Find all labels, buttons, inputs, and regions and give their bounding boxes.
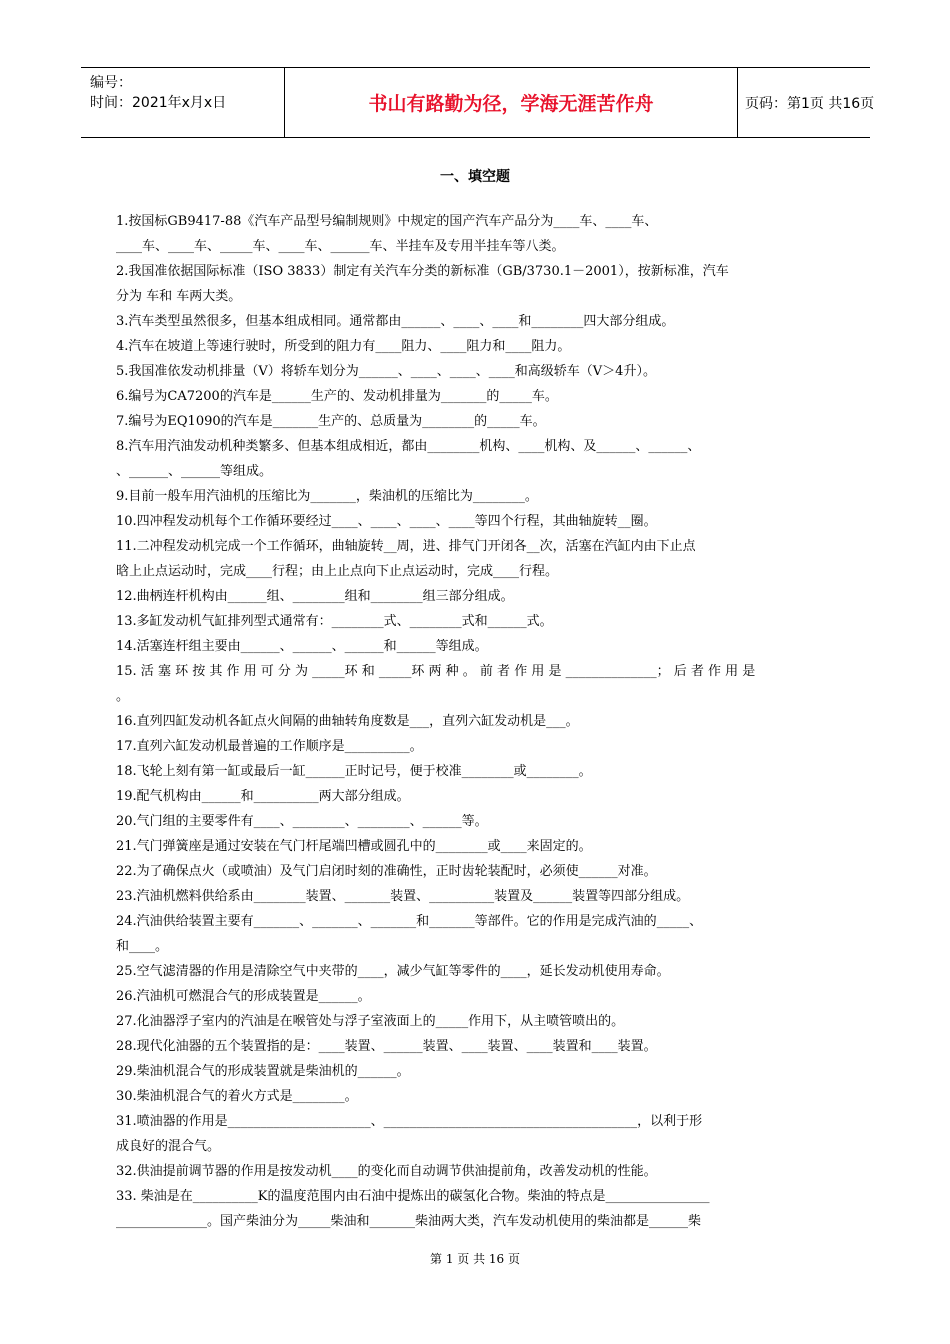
- question-line: 。: [116, 689, 130, 704]
- question-line: 5.我国准依发动机排量（V）将轿车划分为______、____、____、____和高级轿车（V＞4升）。: [116, 364, 656, 379]
- date-label: 时间：2021年x月x日: [90, 95, 227, 111]
- question-line: 13.多缸发动机气缸排列型式通常有：________式、________式和______式。: [116, 614, 553, 629]
- question-line: 14.活塞连杆组主要由______、______、______和______等组成。: [116, 639, 488, 654]
- question-line: 23.汽油机燃料供给系由________装置、_______装置、__________装置及______装置等四部分组成。: [116, 889, 690, 904]
- question-line: 和____。: [116, 939, 169, 954]
- section-title: 一、填空题: [440, 169, 510, 185]
- question-line: 2.我国准依据国际标准（ISO 3833）制定有关汽车分类的新标准（GB/3730.1－2001），按新标准，汽车: [116, 264, 729, 279]
- question-line: 29.柴油机混合气的形成装置就是柴油机的______。: [116, 1064, 410, 1079]
- document-number-label: 编号：: [90, 75, 132, 91]
- question-line: 16.直列四缸发动机各缸点火间隔的曲轴转角度数是___，直列六缸发动机是___。: [116, 714, 579, 729]
- page-header: [81, 67, 875, 138]
- question-line: 22.为了确保点火（或喷油）及气门启闭时刻的准确性，正时齿轮装配时，必须使______对准。: [116, 864, 657, 879]
- question-line: 25.空气滤清器的作用是清除空气中夹带的____，减少气缸等零件的____，延长发动机使用寿命。: [116, 964, 670, 979]
- question-line: 10.四冲程发动机每个工作循环要经过____、____、____、____等四个行程，其曲轴旋转__圈。: [116, 514, 657, 529]
- question-line: 24.汽油供给装置主要有_______、_______、_______和_______等部件。它的作用是完成汽油的_____、: [116, 914, 703, 929]
- page-footer: 第 1 页 共 16 页: [430, 1252, 520, 1266]
- question-line: 30.柴油机混合气的着火方式是________。: [116, 1089, 358, 1104]
- question-line: 15. 活 塞 环 按 其 作 用 可 分 为 _____环 和 _____环 两 种 。 前 者 作 用 是 ______________； 后 者 作 用 是: [116, 664, 756, 679]
- question-line: 、______、______等组成。: [116, 464, 273, 479]
- question-line: 19.配气机构由______和__________两大部分组成。: [116, 789, 410, 804]
- header-motto: 书山有路勤为径，学海无涯苦作舟: [284, 68, 738, 137]
- question-line: 分为 车和 车两大类。: [116, 289, 242, 304]
- question-line: ______________。国产柴油分为_____柴油和_______柴油两大类，汽车发动机使用的柴油都是______柴: [116, 1214, 702, 1229]
- question-line: 28.现代化油器的五个装置指的是：____装置、______装置、____装置、____装置和____装置。: [116, 1039, 657, 1054]
- header-meta: [81, 68, 284, 137]
- question-line: 成良好的混合气。: [116, 1139, 221, 1154]
- question-line: 8.汽车用汽油发动机种类繁多、但基本组成相近，都由________机构、____机构、及______、______、: [116, 439, 701, 454]
- question-line: 晗上止点运动时，完成____行程；由上止点向下止点运动时，完成____行程。: [116, 564, 559, 579]
- question-line: 17.直列六缸发动机最普遍的工作顺序是__________。: [116, 739, 423, 754]
- question-line: ____车、____车、_____车、____车、______车、半挂车及专用半挂车等八类。: [116, 239, 565, 254]
- question-line: 31.喷油器的作用是______________________、_______________________________________，以利于形: [116, 1114, 703, 1129]
- question-line: 6.编号为CA7200的汽车是______生产的、发动机排量为_______的_____车。: [116, 389, 558, 404]
- question-line: 9.目前一般车用汽油机的压缩比为_______，柴油机的压缩比为________。: [116, 489, 538, 504]
- question-line: 7.编号为EQ1090的汽车是_______生产的、总质量为________的_____车。: [116, 414, 546, 429]
- question-line: 3.汽车类型虽然很多，但基本组成相同。通常都由______、____、____和________四大部分组成。: [116, 314, 675, 329]
- question-line: 4.汽车在坡道上等速行驶时，所受到的阻力有____阻力、____阻力和____阻力。: [116, 339, 571, 354]
- question-line: 26.汽油机可燃混合气的形成装置是______。: [116, 989, 371, 1004]
- question-line: 20.气门组的主要零件有____、________、________、______等。: [116, 814, 488, 829]
- question-line: 21.气门弹簧座是通过安装在气门杆尾端凹槽或圆孔中的________或____来固定的。: [116, 839, 592, 854]
- question-line: 33. 柴油是在__________K的温度范围内由石油中提炼出的碳氢化合物。柴油的特点是________________: [116, 1189, 710, 1204]
- question-line: 12.曲柄连杆机构由______组、________组和________组三部分组成。: [116, 589, 514, 604]
- question-line: 18.飞轮上刻有第一缸或最后一缸______正时记号，便于校准________或________。: [116, 764, 592, 779]
- header-page-info: 页码：第1页 共16页: [745, 95, 875, 112]
- question-line: 1.按国标GB9417-88《汽车产品型号编制规则》中规定的国产汽车产品分为____车、____车、: [116, 214, 658, 229]
- question-line: 11.二冲程发动机完成一个工作循环，曲轴旋转__周，进、排气门开闭各__次，活塞在汽缸内由下止点: [116, 539, 696, 554]
- question-line: 32.供油提前调节器的作用是按发动机____的变化而自动调节供油提前角，改善发动机的性能。: [116, 1164, 657, 1179]
- question-line: 27.化油器浮子室内的汽油是在喉管处与浮子室液面上的_____作用下，从主喷管喷出的。: [116, 1014, 625, 1029]
